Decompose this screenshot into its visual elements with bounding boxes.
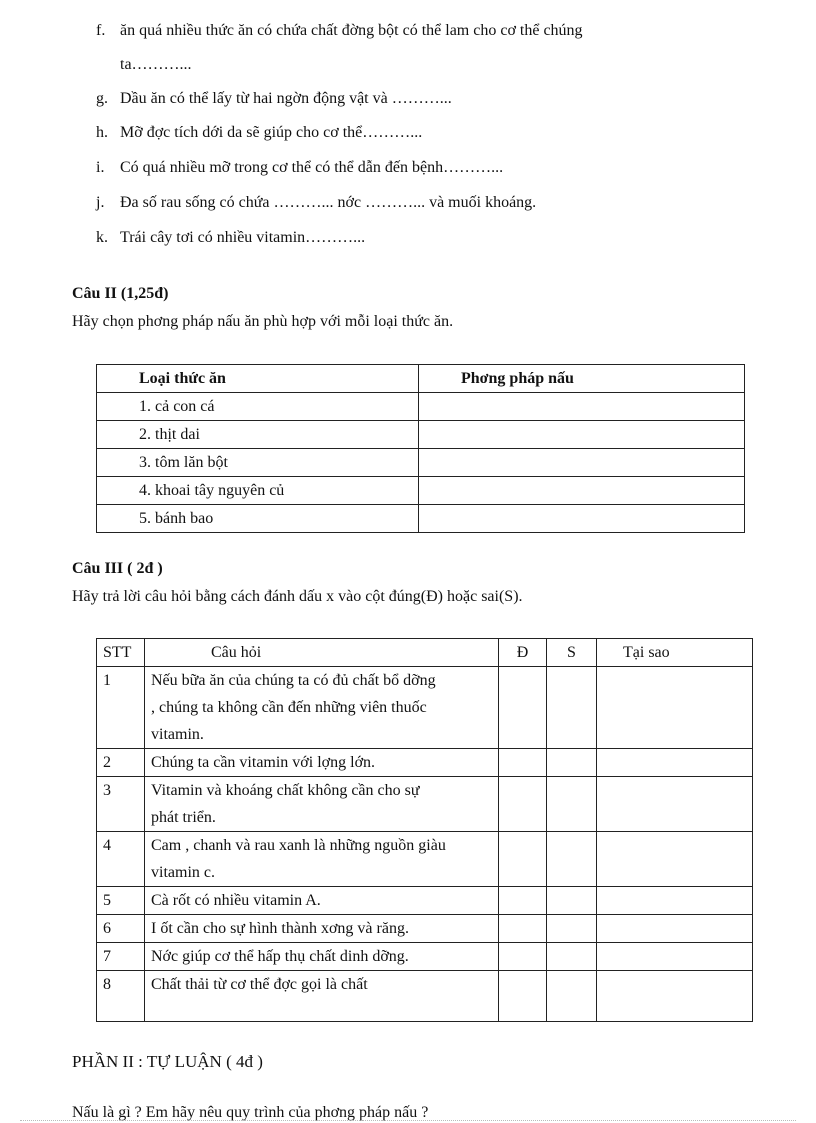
question-cell: [145, 749, 499, 777]
fill-item-label: h.: [96, 124, 108, 141]
question-line: vitamin c.: [151, 864, 215, 881]
part2-heading: PHẦN II : TỰ LUẬN ( 4đ ): [72, 1052, 263, 1071]
header-reason: Tại sao: [597, 639, 753, 667]
food-cell: 1. cả con cá: [97, 393, 419, 421]
reason-cell[interactable]: [597, 667, 753, 749]
stt-cell: 3: [97, 777, 145, 832]
question-line: , chúng ta không cần đến những viên thuốc: [151, 699, 427, 716]
stt-cell: 7: [97, 943, 145, 971]
fill-item-k: [96, 229, 365, 247]
header-food-type: Loại thức ăn: [97, 365, 419, 393]
table-row: [97, 915, 753, 943]
reason-cell[interactable]: [597, 777, 753, 832]
method-cell[interactable]: [419, 505, 745, 533]
table-row: [97, 667, 753, 749]
fill-item-f: [96, 22, 583, 40]
stt-cell: 1: [97, 667, 145, 749]
false-cell[interactable]: [547, 667, 597, 749]
reason-cell[interactable]: [597, 915, 753, 943]
cooking-method-table: [96, 364, 745, 533]
stt-cell: 5: [97, 887, 145, 915]
fill-item-label: g.: [96, 90, 108, 107]
fill-item-i: [96, 159, 503, 177]
question-cell: [145, 971, 499, 1022]
stt-cell: 8: [97, 971, 145, 1022]
question-line: phát triển.: [151, 809, 216, 826]
false-cell[interactable]: [547, 915, 597, 943]
header-false: S: [547, 639, 597, 667]
fill-item-j: [96, 194, 536, 212]
false-cell[interactable]: [547, 832, 597, 887]
false-cell[interactable]: [547, 887, 597, 915]
true-cell[interactable]: [499, 915, 547, 943]
fill-item-text: Đa số rau sống có chứa ………... nớc ………... và muối khoáng.: [120, 194, 537, 211]
fill-item-label: i.: [96, 159, 105, 176]
food-cell: 5. bánh bao: [97, 505, 419, 533]
part2-question: Nấu là gì ? Em hãy nêu quy trình của phơng pháp nấu ?: [72, 1104, 429, 1121]
true-cell[interactable]: [499, 667, 547, 749]
reason-cell[interactable]: [597, 943, 753, 971]
table-row: [97, 449, 745, 477]
header-stt: STT: [97, 639, 145, 667]
question-cell: [145, 667, 499, 749]
reason-cell[interactable]: [597, 887, 753, 915]
true-cell[interactable]: [499, 832, 547, 887]
method-cell[interactable]: [419, 449, 745, 477]
fill-item-text: ăn quá nhiều thức ăn có chứa chất đờng bột có thể lam cho cơ thể chúng: [120, 22, 583, 39]
fill-item-label: j.: [96, 194, 105, 211]
true-cell[interactable]: [499, 943, 547, 971]
fill-item-h: [96, 124, 422, 142]
table-row: [97, 971, 753, 1022]
header-true: Đ: [499, 639, 547, 667]
question-line: I ốt cần cho sự hình thành xơng và răng.: [151, 920, 409, 937]
fill-item-label: f.: [96, 22, 106, 39]
section3-heading: Câu III ( 2đ ): [72, 560, 163, 577]
question-line: Cam , chanh và rau xanh là những nguồn giàu: [151, 837, 446, 854]
false-cell[interactable]: [547, 749, 597, 777]
true-cell[interactable]: [499, 777, 547, 832]
fill-item-text: Trái cây tơi có nhiều vitamin………...: [120, 229, 366, 246]
food-cell: 4. khoai tây nguyên củ: [97, 477, 419, 505]
fill-item-text: Có quá nhiều mỡ trong cơ thể có thể dẫn đến bệnh………...: [120, 159, 504, 176]
true-cell[interactable]: [499, 749, 547, 777]
false-cell[interactable]: [547, 777, 597, 832]
question-line: Cà rốt có nhiều vitamin A.: [151, 892, 321, 909]
question-line: Nếu bữa ăn của chúng ta có đủ chất bổ dỡng: [151, 672, 436, 689]
fill-item-text: Dầu ăn có thể lấy từ hai ngờn động vật và ………...: [120, 90, 452, 107]
table-header-row: [97, 639, 753, 667]
reason-cell[interactable]: [597, 832, 753, 887]
table-row: [97, 832, 753, 887]
question-cell: [145, 777, 499, 832]
table-row: [97, 393, 745, 421]
method-cell[interactable]: [419, 393, 745, 421]
section2-heading: Câu II (1,25đ): [72, 285, 169, 302]
method-cell[interactable]: [419, 421, 745, 449]
question-cell: [145, 915, 499, 943]
table-row: [97, 887, 753, 915]
true-false-table: [96, 638, 753, 1022]
table-row: [97, 477, 745, 505]
table-row: [97, 777, 753, 832]
question-line: Chất thải từ cơ thể đợc gọi là chất: [151, 976, 368, 993]
stt-cell: 2: [97, 749, 145, 777]
table-row: [97, 421, 745, 449]
fill-item-label: k.: [96, 229, 108, 246]
false-cell[interactable]: [547, 943, 597, 971]
fill-item-text: Mỡ đợc tích dới da sẽ giúp cho cơ thể………...: [120, 124, 423, 141]
section2-instruction: Hãy chọn phơng pháp nấu ăn phù hợp với mỗi loại thức ăn.: [72, 313, 454, 330]
fill-item-g: [96, 90, 452, 108]
header-question: Câu hỏi: [145, 639, 499, 667]
question-cell: [145, 943, 499, 971]
stt-cell: 6: [97, 915, 145, 943]
reason-cell[interactable]: [597, 971, 753, 1022]
stt-cell: 4: [97, 832, 145, 887]
true-cell[interactable]: [499, 971, 547, 1022]
question-line: Vitamin và khoáng chất không cần cho sự: [151, 782, 420, 799]
question-line: vitamin.: [151, 726, 204, 743]
reason-cell[interactable]: [597, 749, 753, 777]
question-line: Chúng ta cần vitamin với lợng lớn.: [151, 754, 376, 771]
food-cell: 3. tôm lăn bột: [97, 449, 419, 477]
false-cell[interactable]: [547, 971, 597, 1022]
method-cell[interactable]: [419, 477, 745, 505]
food-cell: 2. thịt dai: [97, 421, 419, 449]
table-row: [97, 943, 753, 971]
fill-item-f-continuation: ta………...: [120, 56, 192, 73]
header-cooking-method: Phơng pháp nấu: [419, 365, 745, 393]
page-divider: [20, 1120, 796, 1121]
table-header-row: [97, 365, 745, 393]
question-cell: [145, 832, 499, 887]
table-row: [97, 749, 753, 777]
section3-instruction: Hãy trả lời câu hỏi bằng cách đánh dấu x vào cột đúng(Đ) hoặc sai(S).: [72, 588, 523, 605]
question-cell: [145, 887, 499, 915]
question-line: Nớc giúp cơ thể hấp thụ chất dinh dỡng.: [151, 948, 409, 965]
true-cell[interactable]: [499, 887, 547, 915]
table-row: [97, 505, 745, 533]
